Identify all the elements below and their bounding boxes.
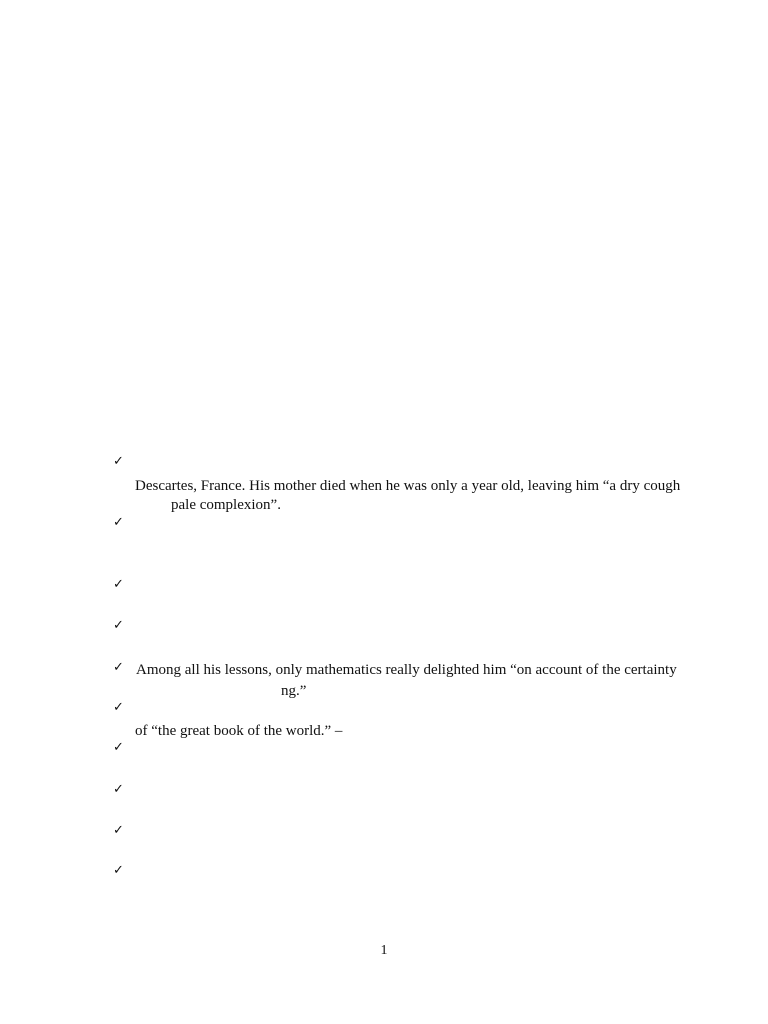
check-bullet-10-icon: ✓ xyxy=(113,863,124,878)
page-number: 1 xyxy=(380,943,388,958)
paragraph-1-line-2: pale complexion”. xyxy=(171,497,281,513)
check-bullet-5-icon: ✓ xyxy=(113,660,124,675)
check-bullet-9-icon: ✓ xyxy=(113,823,124,838)
check-bullet-7-icon: ✓ xyxy=(113,740,124,755)
check-bullet-6-icon: ✓ xyxy=(113,700,124,715)
check-bullet-3-icon: ✓ xyxy=(113,577,124,592)
paragraph-6-line-1: of “the great book of the world.” – xyxy=(135,723,343,739)
check-bullet-1-icon: ✓ xyxy=(113,454,124,469)
paragraph-5-line-2: ng.” xyxy=(281,683,307,699)
paragraph-1-line-1: Descartes, France. His mother died when he was only a year old, leaving him “a dry cough xyxy=(135,478,681,494)
paragraph-5-line-1: Among all his lessons, only mathematics really delighted him “on account of the certainty xyxy=(136,662,677,678)
check-bullet-4-icon: ✓ xyxy=(113,618,124,633)
check-bullet-2-icon: ✓ xyxy=(113,515,124,530)
check-bullet-8-icon: ✓ xyxy=(113,782,124,797)
